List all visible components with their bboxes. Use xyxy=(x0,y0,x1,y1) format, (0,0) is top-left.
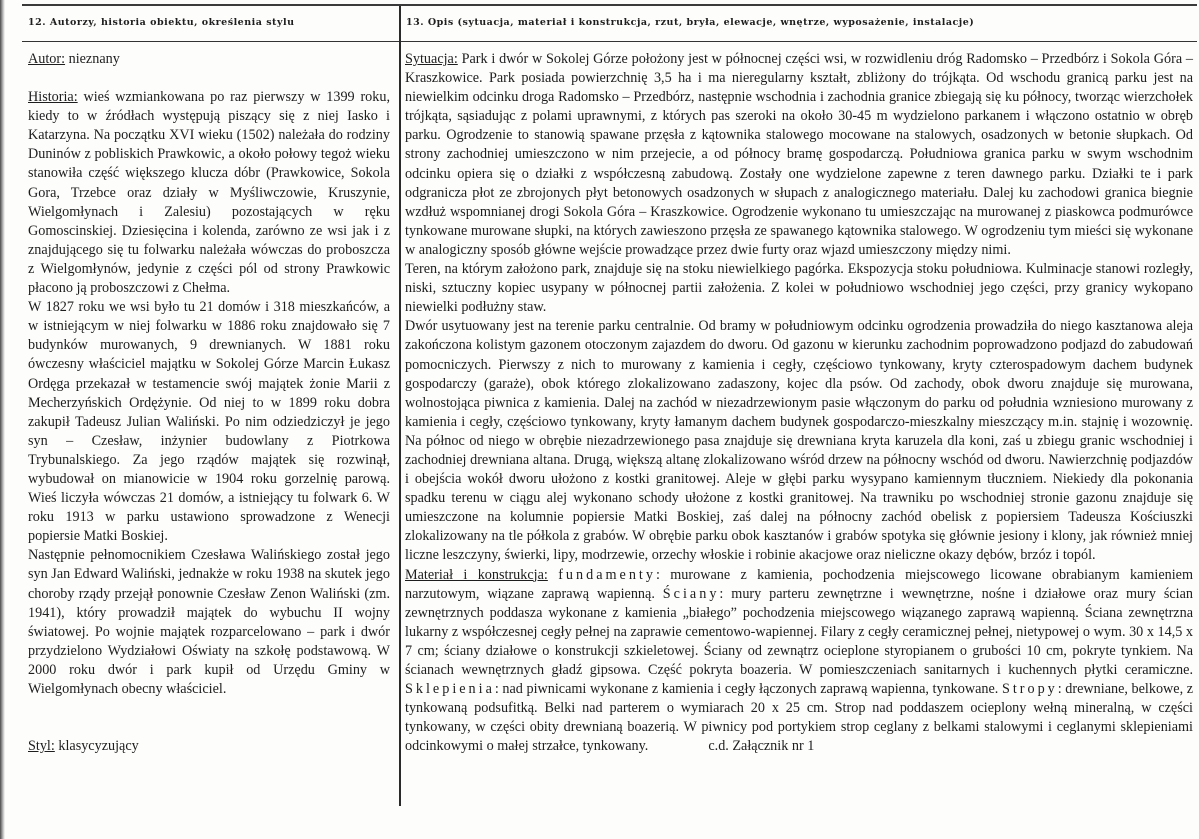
style-label: Styl: xyxy=(28,738,55,755)
situation-label: Sytuacja: xyxy=(405,51,458,67)
section-13-header: 13. Opis (sytuacja, materiał i konstrukcja, rzut, bryła, elewacje, wnętrze, wyposażenie, instalacje) xyxy=(406,17,975,28)
author-line xyxy=(28,50,390,69)
continued-note: c.d. Załącznik nr 1 xyxy=(708,738,815,755)
situation-text: Park i dwór w Sokolej Górze położony jest w północnej części wsi, w rozwidleniu dróg Radomsko – Przedbórz i Sokola Góra – Kraszkowice. Park posiada powierzchnię 3,5 ha i ma nieregularny kształt, zbliżony do trójkąta. Od wschodu granicą parku jest na niewielkim odcinku droga Radomsko – Przedbórz, następnie wschodnia i zachodnia granice zbiegają się ku północy, tworząc wierzchołek trójkąta, sąsiadując z polami uprawnymi, z których pas szeroki na około 30-45 m wydzielono parkanem i włączono ostatnio w obręb parku. Ogrodzenie to stanowią spawane przęsła z kątownika stalowego mocowane na stalowych, osadzonych w betonie słupkach. Od strony zachodniej umieszczono w nim przejecie, a od północy bramę gospodarczą. Południowa granica parku w swym wschodnim odcinku opiera się o działki z współczesną zabudową. Zostały one wydzielone zapewne z teren dawnego parku. Działki te i park odgranicza płot ze zbrojonych płyt betonowych osadzonych w słupach z analogicznego materiału. Dalej ku zachodowi granica biegnie wzdłuż wspomnianej drogi Sokola Góra – Kraszkowice. Ogrodzenie wykonano tu umieszczając na murowanej z piaskowca podmurówce tynkowane murowane słupki, na których zawieszono przęsła ze spawanego kątownika stalowego. W ogrodzeniu tym mieści się wykonane w analogiczny sposób główne wejście prowadzące przez dwie furty oraz wjazd umieszczony między nimi. xyxy=(405,51,1193,258)
vaults-label: Sklepienia xyxy=(405,681,495,698)
manor-paragraph: Dwór usytuowany jest na terenie parku centralnie. Od bramy w południowym odcinku ogrodzenia prowadziła do niego kasztanowa aleja zakończona kolistym gazonem otoczonym zajazdem do dworu. Od gazonu w kierunku zachodnim poprowadzono podjazd do zabudowań pomocniczych. Pierwszy z nich to murowany z kamienia i cegły, częściowo tynkowany, kryty czterospadowym dachem budynek gospodarczy (garaże), obok którego zlokalizowano zadaszony, kojec dla psów. Od zachody, obok dworu znajduje się murowana, wolnostojąca piwnica z kamienia. Dalej na zachód w niezadrzewionym pasie włączonym do parku od południa wzniesiono murowany z kamienia i cegły, częściowo tynkowany, kryty łamanym dachem budynek gospodarczo-mieszkalny mieszczący m.in. stajnię i wozownię. Na północ od niego w obrębie niezadrzewionego pasa znajduje się drewniana kryta karuzela dla koni, zaś u zbiegu granic wschodniej i zachodniej drewniana altana. Drugą, większą altanę zlokalizowano wśród drzew na północny wschód od dworu. Nawierzchnię podjazdów i obejścia wokół dworu ułożono z kostki granitowej. Aleje w głębi parku wysypano kamiennym tłuczniem. Niekiedy dla pokonania spadku terenu w ciągu alej wykonano schody ułożone z kostki granitowej. Na trawniku po wschodniej stronie gazonu znajduje się umieszczone na kolumnie popiersie Matki Boskiej, zaś dalej na północny zachód obelisk z popiersiem Tadeusza Kościuszki zlokalizowany na tle półkola z grabów. W obrębie parku obok kasztanów i grabów spotyka się głównie jesiony i klony, jak również mniej liczne leszczyny, świerki, lipy, modrzewie, orzechy włoskie i robinie akacjowe oraz nieliczne okazy dębów, brzóz i topól. xyxy=(405,318,1193,564)
ceilings-label: Stropy xyxy=(1001,681,1058,698)
situation-paragraph xyxy=(405,50,1193,260)
walls-label: Ściany xyxy=(662,585,720,602)
ceilings-text: : drewniane, belkowe, z tynkowaną podsufitką. Belki nad parterem o wymiarach 20 x 25 cm. Strop nad poddaszem ocieplony wełną mineralną, w części tynkowany, w części obity drewnianą boazerią. W piwnicy pod portykiem strop ceglany z belkami stalowymi i ceglanymi sklepieniami odcinkowymi o małej strzałce, tynkowany. xyxy=(405,681,1194,755)
history-paragraph-3: Następnie pełnomocnikiem Czesława Walińskiego został jego syn Jan Edward Waliński, jednakże w roku 1938 na skutek jego choroby rządy przejął ponownie Czesław Zenon Waliński (zm. 1941), który prowadził majątek do wybuchu II wojny światowej. Po wojnie majątek rozparcelowano – park i dwór przydzielono Wydziałowi Oświaty na szkołę podstawową. W 2000 roku dwór i park kupił od Urzędu Gminy w Wielgomłynach obecny właściciel. xyxy=(28,547,390,697)
author-label: Autor: xyxy=(28,51,66,67)
column-divider xyxy=(399,6,401,806)
history-text-1: wieś wzmiankowana po raz pierwszy w 1399 roku, kiedy to w źródłach występują piszący się z niej Iasko i Katarzyna. Na początku XVI wieku (1502) należała do rodziny Duninów z pobliskich Prawkowic, a około połowy tegoż wieku stanowiła część większego klucza dóbr (Prawkowice, Sokola Gora, Trzebce oraz działy w Myśliwczowie, Kruszynie, Wielgomłynach i Zalesiu) pozostających w ręku Gomoscinskiej. Dziesięcina i kolenda, zarówno ze wsi jak i z znajdującego się tu folwarku należała wówczas do proboszcza z Wielgomłynów, jedynie z części pól od strony Prawkowic płacono ją proboszczowi z Chełma. xyxy=(28,89,390,297)
terrain-paragraph: Teren, na którym założono park, znajduje się na stoku niewielkiego pagórka. Ekspozycja stoku południowa. Kulminacje stanowi rozległy, niski, sztuczny kopiec usypany w północnej partii założenia. Z kolei w południowo wschodniej jego części, przy granicy wykopano niewielki podłużny staw. xyxy=(405,261,1193,316)
history-label: Historia: xyxy=(28,89,78,106)
left-column xyxy=(28,50,390,756)
material-paragraph xyxy=(405,566,1193,757)
style-line xyxy=(28,737,390,756)
history-paragraph-2: W 1827 roku we wsi było tu 21 domów i 318 mieszkańców, a w istniejącym w niej folwarku w 1886 roku znajdowało się 7 budynków murowanych, 9 drewnianych. W 1881 roku ówczesny właściciel majątku w Sokolej Górze Marcin Łukasz Ordęga przekazał w testamencie swój majątek żonie Marii z Mecherzyńskich Ordężynie. Od niej to w 1899 roku dobra zakupił Tadeusz Julian Waliński. Po nim odziedziczył je jego syn – Czesław, inżynier budowlany z Piotrkowa Trybunalskiego. Za jego rządów majątek się rozwinął, wybudował on mianowicie w 1904 roku gorzelnię parową. Wieś liczyła wówczas 21 domów, a istniejący tu folwark 6. W roku 1913 w parku ustawiono sprowadzone z Wenecji popiersie Matki Boskiej. xyxy=(28,299,390,545)
right-column xyxy=(405,50,1193,756)
vaults-text: : nad piwnicami wykonane z kamienia i cegły łączonych zaprawą wapienna, tynkowane. xyxy=(494,681,1002,698)
material-label: Materiał i konstrukcja: xyxy=(405,566,548,583)
scan-edge-shadow xyxy=(0,0,5,839)
foundations-text: : murowane z kamienia, pochodzenia miejscowego licowane obrabianym kamieniem narzutowym, wiązane zaprawą wapienną. xyxy=(405,566,1193,602)
top-rule xyxy=(22,4,1197,6)
author-value: nieznany xyxy=(65,51,120,67)
walls-text: : mury parteru zewnętrzne i wewnętrzne, nośne i działowe oraz mury ścian zewnętrznych poddasza wykonane z kamienia „białego” pochodzenia miejscowego wiązanego zaprawą wapienną. Ściana zewnętrzna lukarny z współczesnej cegły pełnej na zaprawie cementowo-wapiennej. Filary z cegły ceramicznej pełnej, nietypowej o wym. 30 x 14,5 x 7 cm; ściany działowe o konstrukcji szkieletowej. Ściany od zewnątrz ocieplone styropianem o grubości 10 cm, pokryte tynkiem. Na ścianach wewnętrznych gładź gipsowa. Część pokryta boazeria. W pomieszczeniach sanitarnych i kuchennych płytki ceramiczne. xyxy=(405,585,1194,678)
section-12-header: 12. Autorzy, historia obiektu, określenia stylu xyxy=(28,17,295,28)
history-paragraph-1 xyxy=(28,88,390,298)
style-value: klasycyzujący xyxy=(54,738,139,755)
left-header-rule xyxy=(22,41,399,42)
right-header-rule xyxy=(401,41,1197,42)
foundations-label: fundamenty xyxy=(558,566,656,583)
